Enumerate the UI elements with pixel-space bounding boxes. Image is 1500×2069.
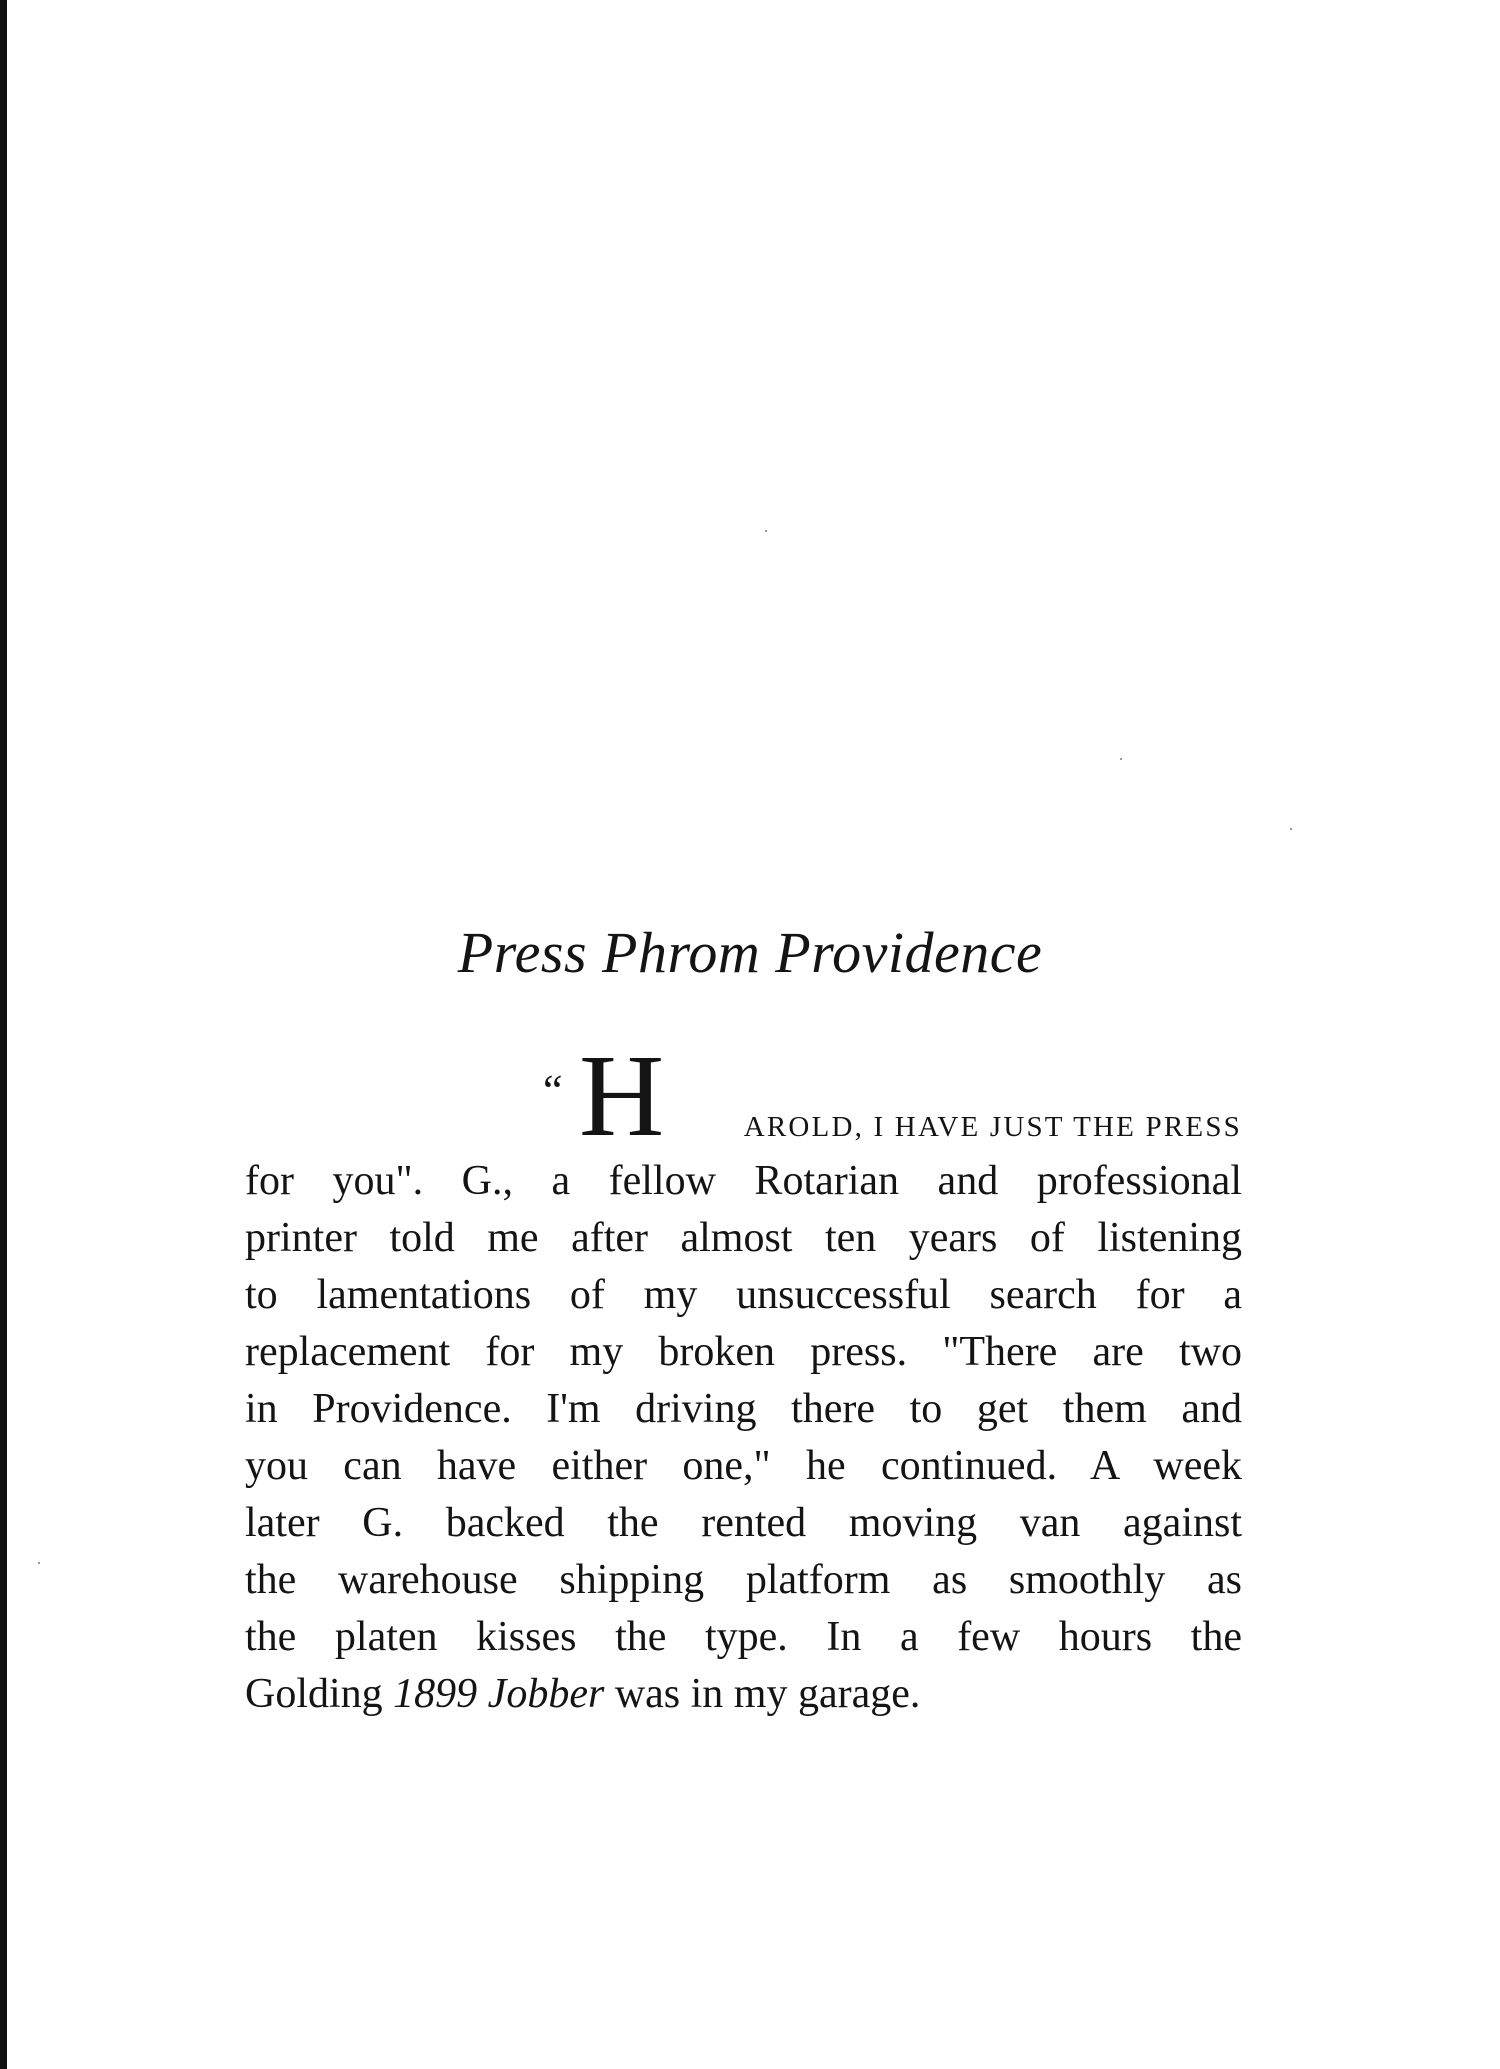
- page-edge: [0, 0, 7, 2069]
- last-line-end: was in my garage.: [604, 1671, 921, 1717]
- scan-speck: [38, 1562, 40, 1564]
- text-line: later G. backed the rented moving van against: [245, 1500, 1242, 1546]
- scan-speck: [1290, 828, 1292, 830]
- text-line: to lamentations of my unsuccessful search for a: [245, 1272, 1242, 1318]
- text-line: in Providence. I'm driving there to get them and: [245, 1386, 1242, 1432]
- text-line: replacement for my broken press. "There are two: [245, 1329, 1242, 1375]
- drop-cap-initial: H: [579, 1030, 665, 1161]
- text-line: printer told me after almost ten years of listening: [245, 1215, 1242, 1261]
- italic-press-name: 1899 Jobber: [393, 1671, 605, 1717]
- text-line: the platen kisses the type. In a few hours the: [245, 1614, 1242, 1660]
- page-title: Press Phrom Providence: [457, 920, 1043, 985]
- text-line: the warehouse shipping platform as smoothly as: [245, 1557, 1242, 1603]
- opening-quote-mark: “: [543, 1066, 563, 1115]
- last-line-start: Golding: [245, 1671, 394, 1717]
- text-line: you can have either one," he continued. A week: [245, 1443, 1242, 1489]
- text-line-last: [245, 1666, 1242, 1723]
- small-caps-lead: AROLD, I HAVE JUST THE PRESS: [743, 1111, 1242, 1143]
- scan-speck: [1120, 758, 1122, 760]
- story-body: [245, 1030, 1242, 1723]
- text-line: for you". G., a fellow Rotarian and professional: [245, 1158, 1242, 1204]
- scan-speck: [765, 530, 767, 532]
- opening-line: [245, 1030, 1242, 1161]
